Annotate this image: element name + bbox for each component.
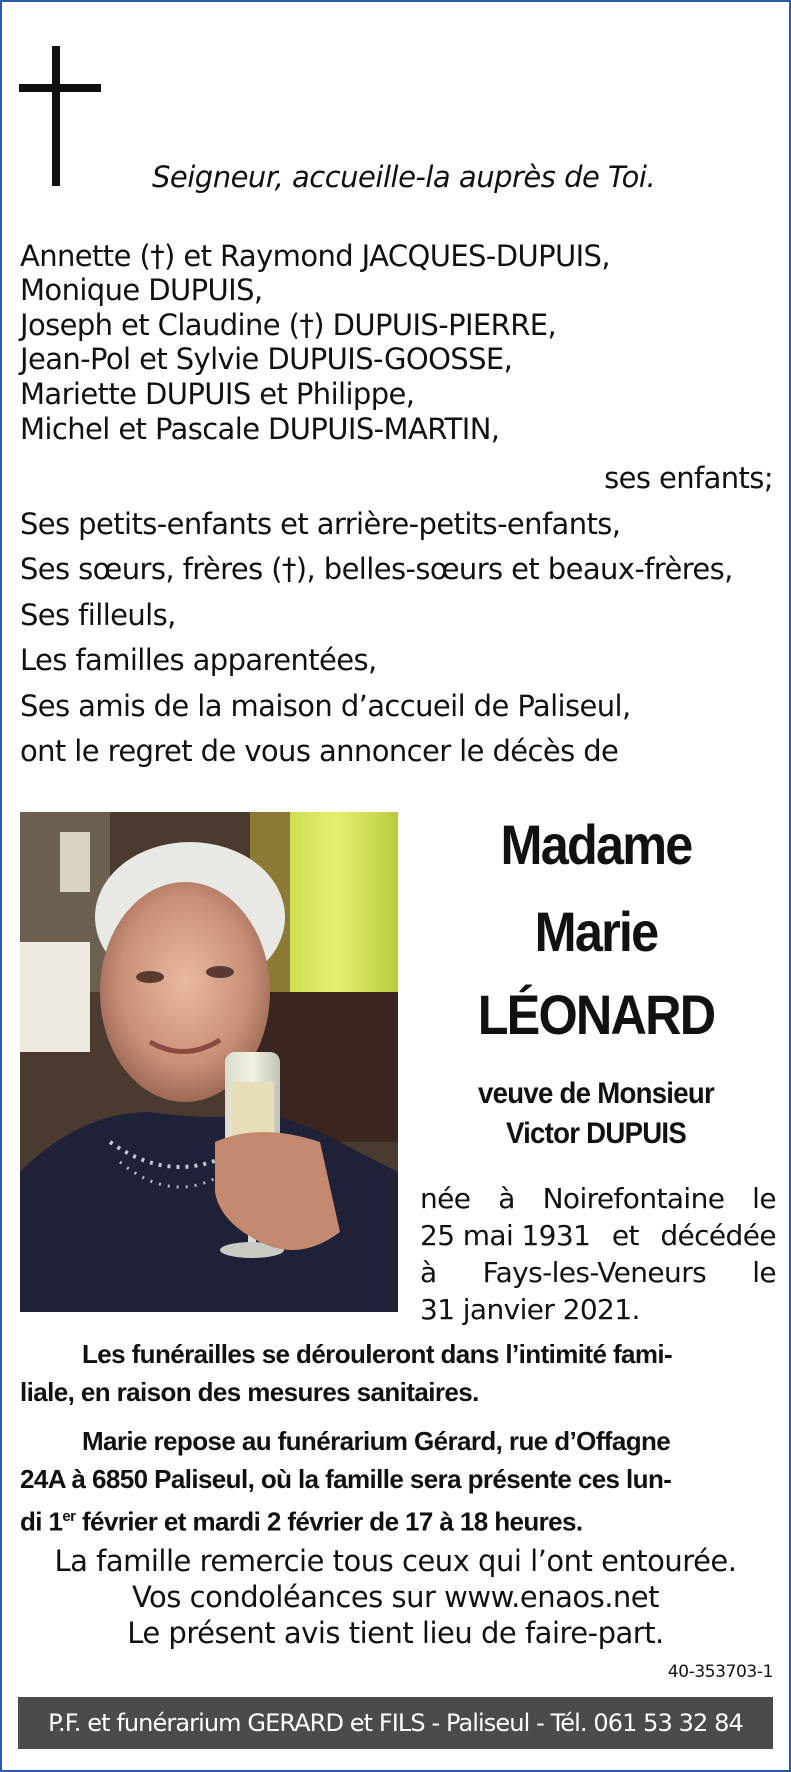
bio-word: décédée — [660, 1219, 776, 1252]
relatives-line: Les familles apparentées, — [20, 643, 377, 677]
reference-number: 40-353703-1 — [667, 1662, 773, 1682]
bio-word: à — [420, 1256, 437, 1289]
bio-word: Noirefontaine — [542, 1182, 725, 1215]
bio-line — [420, 1219, 776, 1252]
closing-line: La famille remercie tous ceux qui l’ont entourée. — [54, 1544, 737, 1578]
wake-line: Marie repose au funérarium Gérard, rue d’Offagne — [82, 1426, 671, 1456]
bio-word: le — [752, 1182, 776, 1215]
wake-line: 24A à 6850 Paliseul, où la famille sera présente ces lun- — [20, 1464, 672, 1494]
family-line: Jean-Pol et Sylvie DUPUIS-GOOSSE, — [20, 342, 513, 376]
relatives-line: Ses petits-enfants et arrière-petits-enfants, — [20, 507, 621, 541]
bio-word: Fays-les-Veneurs — [482, 1256, 707, 1289]
family-line: Mariette DUPUIS et Philippe, — [20, 377, 415, 411]
family-line: Monique DUPUIS, — [20, 273, 263, 307]
bio-word: 25 mai 1931 — [420, 1219, 591, 1252]
bio-word: à — [498, 1182, 515, 1215]
closing-line: Vos condoléances sur www.enaos.net — [131, 1580, 660, 1614]
relatives-line: Ses filleuls, — [20, 598, 176, 632]
relatives-line: Ses amis de la maison d’accueil de Paliseul, — [20, 689, 631, 723]
relatives-line: ont le regret de vous annoncer le décès de — [20, 734, 619, 768]
footer-text: P.F. et funérarium GERARD et FILS - Paliseul - Tél. 061 53 32 84 — [48, 1709, 743, 1737]
bio-line — [420, 1182, 776, 1215]
family-line: Annette (†) et Raymond JACQUES-DUPUIS, — [20, 239, 610, 273]
closing-line: Le présent avis tient lieu de faire-part. — [127, 1616, 664, 1650]
wake-paragraph — [20, 1422, 776, 1541]
cross-icon-bar — [19, 84, 101, 92]
funeral-home-footer — [18, 1697, 773, 1749]
portrait-photo — [20, 812, 398, 1312]
family-line: Joseph et Claudine (†) DUPUIS-PIERRE, — [20, 308, 557, 342]
deceased-first-name: Marie — [534, 900, 658, 963]
cross-icon — [52, 46, 60, 186]
bio-line: 31 janvier 2021. — [420, 1293, 640, 1326]
prayer-text: Seigneur, accueille-la auprès de Toi. — [152, 160, 656, 194]
funeral-paragraph — [20, 1335, 776, 1411]
deceased-title: Madame — [500, 813, 692, 876]
relatives-line: Ses sœurs, frères (†), belles-sœurs et beaux-frères, — [20, 552, 733, 586]
widow-line: Victor DUPUIS — [505, 1117, 687, 1150]
bio-line — [420, 1256, 776, 1289]
bio-word: née — [420, 1182, 471, 1215]
children-label: ses enfants; — [604, 461, 773, 495]
wake-line: di 1er février et mardi 2 février de 17 à 18 heures. — [20, 1506, 583, 1537]
funeral-line: liale, en raison des mesures sanitaires. — [20, 1377, 479, 1407]
deceased-last-name: LÉONARD — [477, 983, 715, 1046]
funeral-line: Les funérailles se dérouleront dans l’intimité fami- — [82, 1339, 673, 1369]
bio-word: le — [752, 1256, 776, 1289]
family-line: Michel et Pascale DUPUIS-MARTIN, — [20, 412, 500, 446]
widow-line: veuve de Monsieur — [478, 1077, 714, 1110]
bio-word: et — [611, 1219, 639, 1252]
